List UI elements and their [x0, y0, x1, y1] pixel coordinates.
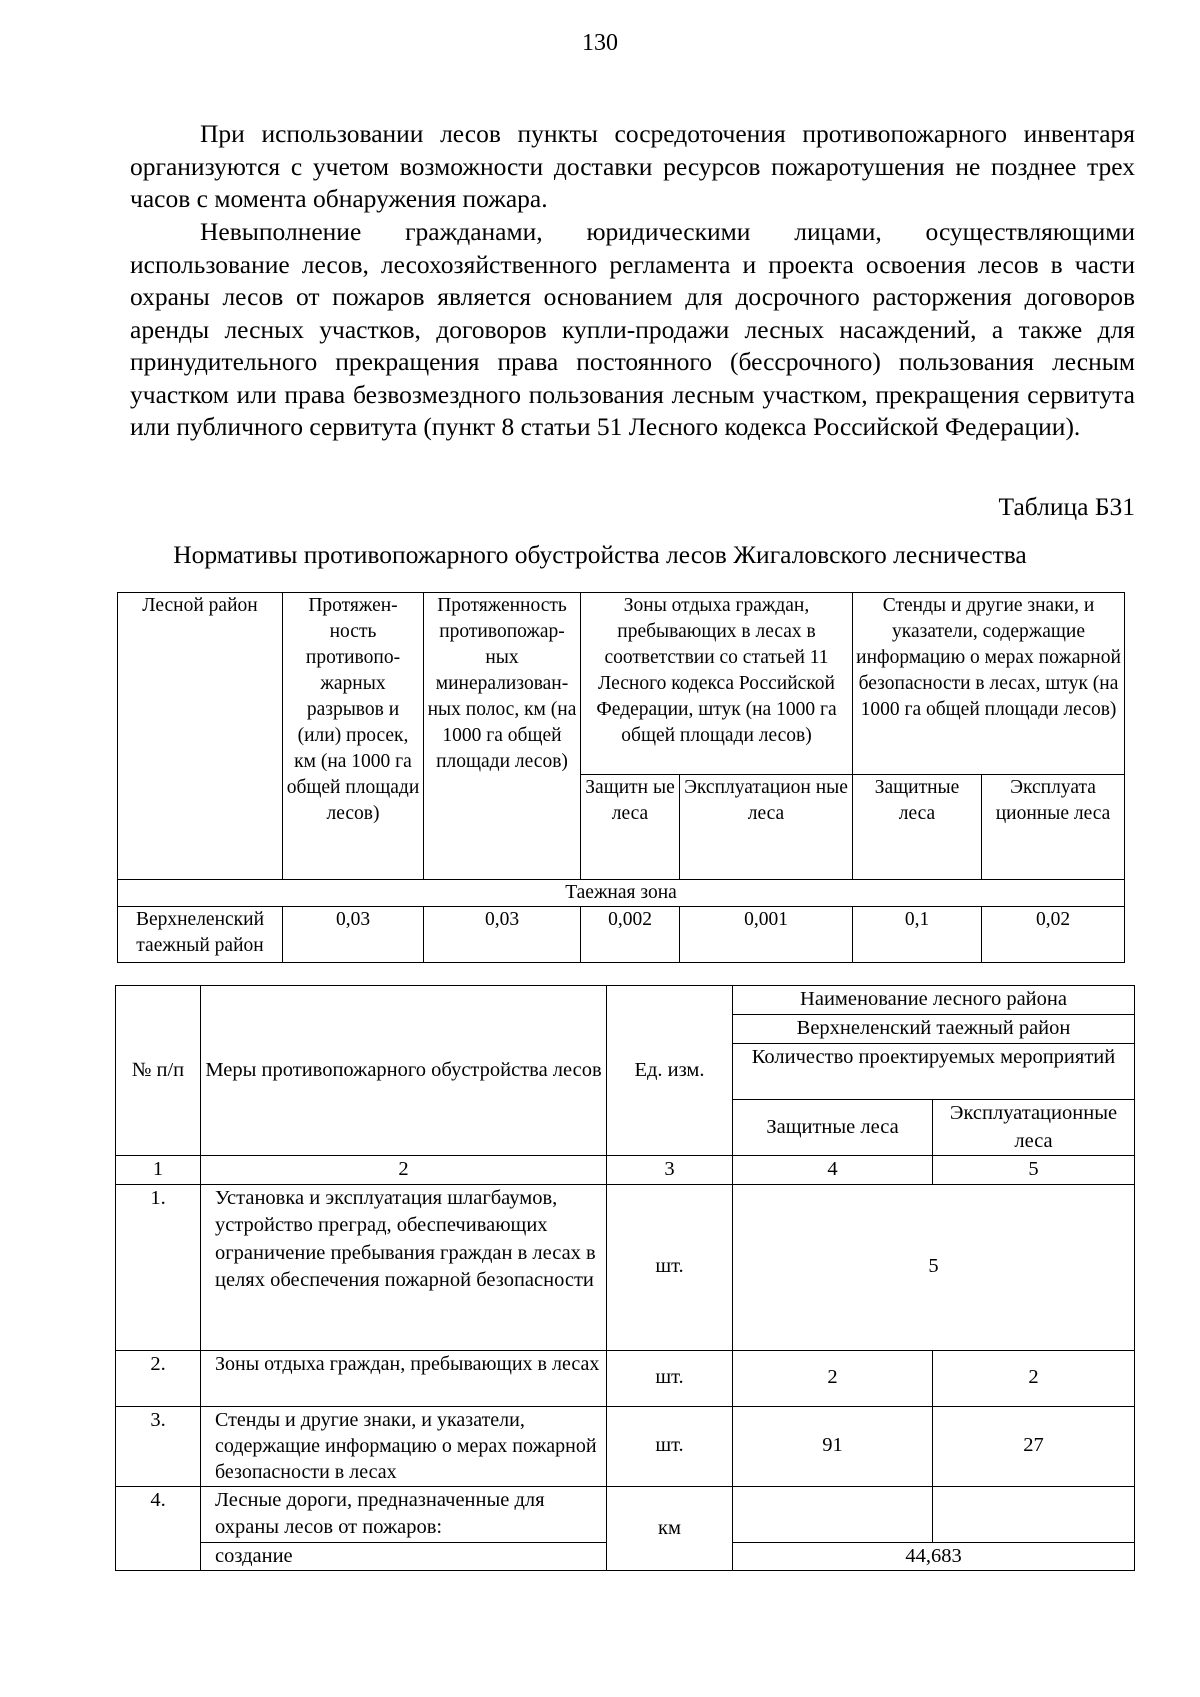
col-number: 1 — [116, 1156, 201, 1185]
cell-zones-exploitation: 0,001 — [680, 907, 853, 963]
row-protective — [733, 1486, 933, 1542]
table-row — [116, 1350, 1135, 1406]
row-exploitation: 2 — [933, 1350, 1135, 1406]
header-fire-breaks: Протяжен-ность противопо-жарных разрывов и (или) просек, км (на 1000 га общей площади лесов) — [283, 593, 424, 880]
row-num: 3. — [116, 1406, 201, 1486]
cell-district: Верхнеленский таежный район — [118, 907, 283, 963]
row-sub-measure: создание — [201, 1542, 607, 1571]
row-protective: 91 — [733, 1406, 933, 1486]
row-measure: Стенды и другие знаки, и указатели, содержащие информацию о мерах пожарной безопасности в лесах — [201, 1406, 607, 1486]
header-info-stands: Стенды и другие знаки, и указатели, содержащие информацию о мерах пожарной безопасности в лесах, штук (на 1000 га общей площади лесов) — [853, 593, 1125, 775]
header-district: Лесной район — [118, 593, 283, 880]
norms-table — [117, 592, 1125, 963]
header-quantity: Количество проектируемых мероприятий — [733, 1044, 1135, 1100]
header-num: № п/п — [116, 986, 201, 1156]
zone-row: Таежная зона — [118, 880, 1125, 907]
row-value: 5 — [733, 1184, 1135, 1350]
row-num: 2. — [116, 1350, 201, 1406]
row-measure: Зоны отдыха граждан, пребывающих в лесах — [201, 1350, 607, 1406]
header-measures: Меры противопожарного обустройства лесов — [201, 986, 607, 1156]
cell-stands-protective: 0,1 — [853, 907, 982, 963]
header-recreation-zones: Зоны отдыха граждан, пребывающих в лесах в соответствии со статьей 11 Лесного кодекса Российской Федерации, штук (на 1000 га общей площади лесов) — [581, 593, 853, 775]
measures-table — [115, 985, 1135, 1571]
table-row — [116, 1184, 1135, 1350]
header-zones-exploitation: Эксплуатацион ные леса — [680, 775, 853, 880]
header-unit: Ед. изм. — [607, 986, 733, 1156]
row-measure: Установка и эксплуатация шлагбаумов, устройство преград, обеспечивающих ограничение пребывания граждан в лесах в целях обеспечения пожарной безопасности — [201, 1184, 607, 1350]
row-num: 1. — [116, 1184, 201, 1350]
row-unit: шт. — [607, 1184, 733, 1350]
page-number: 130 — [582, 30, 618, 56]
header-protective: Защитные леса — [733, 1100, 933, 1156]
row-num: 4. — [116, 1486, 201, 1571]
table-row — [116, 1486, 1135, 1542]
paragraph-1: При использовании лесов пункты сосредоточения противопожарного инвентаря организуются с учетом возможности доставки ресурсов пожаротушения не позднее трех часов с момента обнаружения пожара. — [130, 119, 1135, 213]
header-district-name-label: Наименование лесного района — [733, 986, 1135, 1015]
header-district-name: Верхнеленский таежный район — [733, 1015, 1135, 1044]
row-unit: шт. — [607, 1406, 733, 1486]
table-row — [118, 907, 1125, 963]
header-exploitation: Эксплуатационные леса — [933, 1100, 1135, 1156]
table-row — [116, 1406, 1135, 1486]
col-number: 4 — [733, 1156, 933, 1185]
cell-mineral-strips: 0,03 — [424, 907, 581, 963]
table-title: Нормативы противопожарного обустройства лесов Жигаловского лесничества — [173, 540, 1027, 569]
col-number: 3 — [607, 1156, 733, 1185]
col-number: 2 — [201, 1156, 607, 1185]
row-unit: шт. — [607, 1350, 733, 1406]
header-stands-protective: Защитные леса — [853, 775, 982, 880]
header-mineral-strips: Протяженность противопожар-ных минерализован-ных полос, км (на 1000 га общей площади лесов) — [424, 593, 581, 880]
col-number: 5 — [933, 1156, 1135, 1185]
header-stands-exploitation: Эксплуата ционные леса — [982, 775, 1125, 880]
table-label: Таблица Б31 — [998, 492, 1135, 521]
row-protective: 2 — [733, 1350, 933, 1406]
row-sub-value: 44,683 — [733, 1542, 1135, 1571]
cell-zones-protective: 0,002 — [581, 907, 680, 963]
header-zones-protective: Защитн ые леса — [581, 775, 680, 880]
row-unit: км — [607, 1486, 733, 1571]
row-measure: Лесные дороги, предназначенные для охраны лесов от пожаров: — [201, 1486, 607, 1542]
paragraph-2: Невыполнение гражданами, юридическими лицами, осуществляющими использование лесов, лесохозяйственного регламента и проекта освоения лесов в части охраны лесов от пожаров является основанием для досрочного расторжения договоров аренды лесных участков, договоров купли-продажи лесных насаждений, а также для принудительного прекращения права постоянного (бессрочного) пользования лесным участком или права безвозмездного пользования лесным участком, прекращения сервитута или публичного сервитута (пункт 8 статьи 51 Лесного кодекса Российской Федерации). — [130, 217, 1135, 441]
cell-stands-exploitation: 0,02 — [982, 907, 1125, 963]
row-exploitation — [933, 1486, 1135, 1542]
cell-fire-breaks: 0,03 — [283, 907, 424, 963]
row-exploitation: 27 — [933, 1406, 1135, 1486]
